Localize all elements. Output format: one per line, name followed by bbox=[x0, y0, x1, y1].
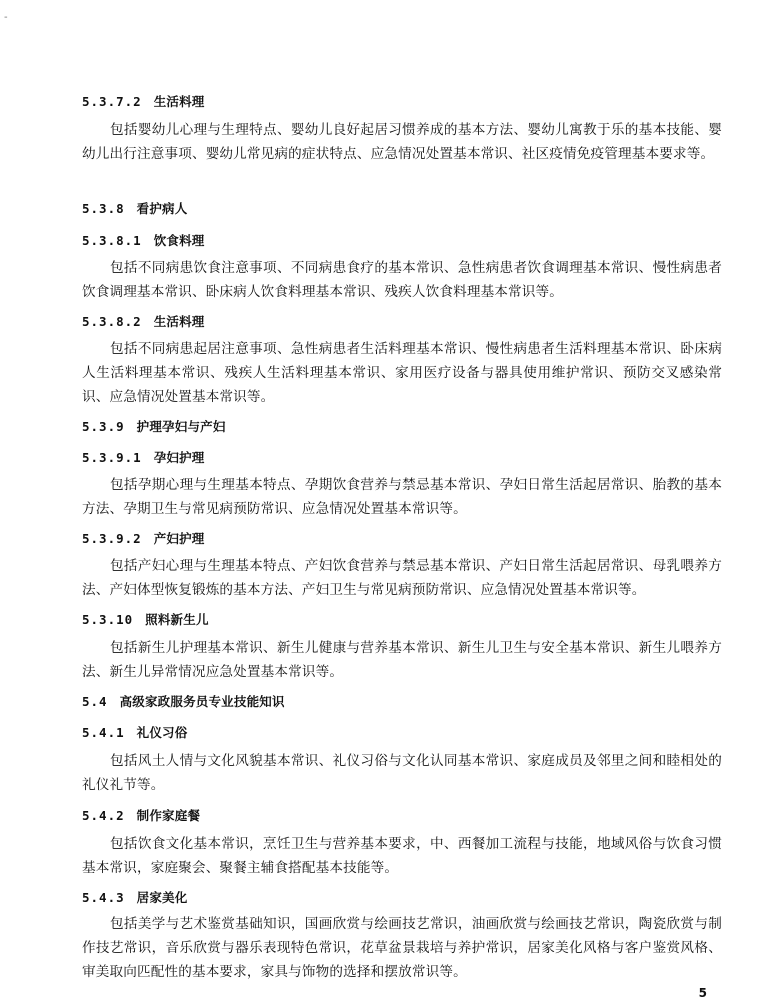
section-paragraph-5-4-2: 包括饮食文化基本常识，烹饪卫生与营养基本要求，中、西餐加工流程与技能，地域风俗与饮食习惯基本常识，家庭聚会、聚餐主辅食搭配基本技能等。 bbox=[82, 836, 722, 876]
section-heading-5-3-8-2 bbox=[82, 312, 205, 330]
section-title: 居家美化 bbox=[136, 890, 188, 905]
section-heading-5-4-2 bbox=[82, 806, 200, 824]
section-title: 饮食料理 bbox=[153, 233, 205, 248]
section-number: 5.3.7.2 bbox=[82, 94, 142, 109]
section-heading-5-3-10 bbox=[82, 610, 209, 628]
section-number: 5.3.9.2 bbox=[82, 531, 142, 546]
section-number: 5.3.8.1 bbox=[82, 233, 142, 248]
section-number: 5.4.2 bbox=[82, 808, 125, 823]
section-title: 生活料理 bbox=[153, 314, 205, 329]
section-number: 5.3.10 bbox=[82, 612, 134, 627]
section-number: 5.3.8.2 bbox=[82, 314, 142, 329]
section-title: 照料新生儿 bbox=[145, 612, 209, 627]
section-heading-5-4-3 bbox=[82, 888, 187, 906]
section-paragraph-5-3-7-2: 包括婴幼儿心理与生理特点、婴幼儿良好起居习惯养成的基本方法、婴幼儿寓教于乐的基本技能、婴幼儿出行注意事项、婴幼儿常见病的症状特点、应急情况处置基本常识、社区疫情免疫管理基本要求等。 bbox=[82, 122, 722, 162]
section-paragraph-5-3-9-2: 包括产妇心理与生理基本特点、产妇饮食营养与禁忌基本常识、产妇日常生活起居常识、母乳喂养方法、产妇体型恢复锻炼的基本方法、产妇卫生与常见病预防常识、应急情况处置基本常识等。 bbox=[82, 558, 722, 598]
section-title: 看护病人 bbox=[136, 201, 188, 216]
section-paragraph-5-4-3: 包括美学与艺术鉴赏基础知识，国画欣赏与绘画技艺常识，油画欣赏与绘画技艺常识，陶瓷欣赏与制作技艺常识，音乐欣赏与器乐表现特色常识，花草盆景栽培与养护常识，居家美化风格与客户鉴赏风格、审美取向匹配性的基本要求，家具与饰物的选择和摆放常识等。 bbox=[82, 916, 722, 980]
section-heading-5-3-9 bbox=[82, 417, 226, 435]
section-title: 孕妇护理 bbox=[153, 450, 205, 465]
section-number: 5.4 bbox=[82, 694, 108, 709]
section-paragraph-5-3-8-1: 包括不同病患饮食注意事项、不同病患食疗的基本常识、急性病患者饮食调理基本常识、慢性病患者饮食调理基本常识、卧床病人饮食料理基本常识、残疾人饮食料理基本常识等。 bbox=[82, 260, 722, 300]
scan-corner-mark: - bbox=[4, 12, 8, 23]
page-number: 5 bbox=[698, 986, 707, 1000]
section-heading-5-4-1 bbox=[82, 723, 187, 741]
section-heading-5-3-8 bbox=[82, 199, 187, 217]
section-title: 制作家庭餐 bbox=[136, 808, 201, 823]
section-number: 5.3.8 bbox=[82, 201, 125, 216]
section-paragraph-5-3-9-1: 包括孕期心理与生理基本特点、孕期饮食营养与禁忌基本常识、孕妇日常生活起居常识、胎教的基本方法、孕期卫生与常见病预防常识、应急情况处置基本常识等。 bbox=[82, 477, 722, 517]
section-paragraph-5-4-1: 包括风土人情与文化风貌基本常识、礼仪习俗与文化认同基本常识、家庭成员及邻里之间和睦相处的礼仪礼节等。 bbox=[82, 753, 722, 793]
section-number: 5.4.1 bbox=[82, 725, 125, 740]
section-heading-5-4 bbox=[82, 692, 285, 710]
section-paragraph-5-3-8-2: 包括不同病患起居注意事项、急性病患者生活料理基本常识、慢性病患者生活料理基本常识、卧床病人生活料理基本常识、残疾人生活料理基本常识、家用医疗设备与器具使用维护常识、预防交叉感染常识、应急情况处置基本常识等。 bbox=[82, 341, 722, 405]
section-heading-5-3-7-2 bbox=[82, 92, 205, 110]
section-title: 护理孕妇与产妇 bbox=[136, 419, 226, 434]
section-heading-5-3-9-1 bbox=[82, 448, 205, 466]
section-title: 高级家政服务员专业技能知识 bbox=[119, 694, 285, 709]
section-title: 生活料理 bbox=[153, 94, 205, 109]
section-title: 礼仪习俗 bbox=[136, 725, 188, 740]
section-heading-5-3-8-1 bbox=[82, 231, 205, 249]
section-paragraph-5-3-10: 包括新生儿护理基本常识、新生儿健康与营养基本常识、新生儿卫生与安全基本常识、新生儿喂养方法、新生儿异常情况应急处置基本常识等。 bbox=[82, 640, 722, 680]
section-number: 5.4.3 bbox=[82, 890, 125, 905]
section-number: 5.3.9.1 bbox=[82, 450, 142, 465]
section-number: 5.3.9 bbox=[82, 419, 125, 434]
section-heading-5-3-9-2 bbox=[82, 529, 205, 547]
section-title: 产妇护理 bbox=[153, 531, 205, 546]
